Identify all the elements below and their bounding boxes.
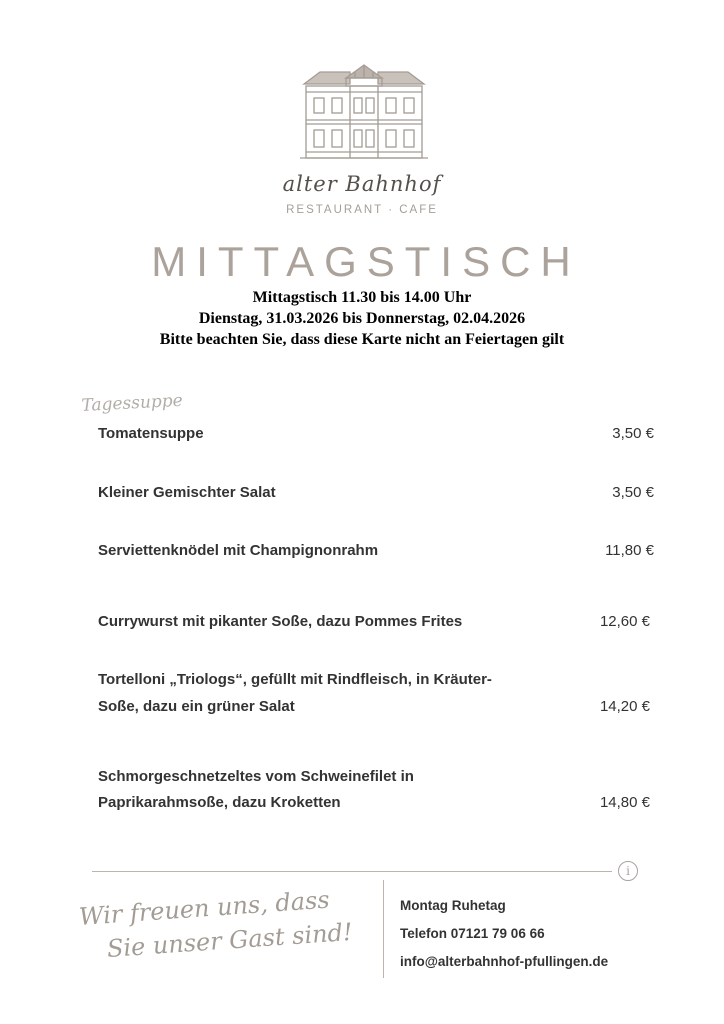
footer-divider-line [92,871,612,872]
menu-item-name: Kleiner Gemischter Salat [98,484,276,501]
slogan-line-1: Wir freuen uns, dass [78,885,331,931]
footer-vertical-divider [383,880,384,978]
building-icon [300,62,428,162]
info-holiday-note: Bitte beachten Sie, dass diese Karte nicht an Feiertagen gilt [159,331,565,348]
menu-item-price: 14,20 € [599,698,650,715]
email-address: info@alterbahnhof-pfullingen.de [400,954,609,969]
info-hours: Mittagstisch 11.30 bis 14.00 Uhr [252,289,472,306]
menu-item-price: 11,80 € [605,542,654,559]
menu-item-name: Currywurst mit pikanter Soße, dazu Pommes Frites [98,613,463,630]
closed-day: Montag Ruhetag [400,898,506,913]
brand-subtitle: RESTAURANT · CAFE [286,204,438,216]
info-dates: Dienstag, 31.03.2026 bis Donnerstag, 02.04.2026 [198,310,526,327]
phone-number: Telefon 07121 79 06 66 [400,926,545,941]
menu-item-name-continued: Paprikarahmsoße, dazu Kroketten [98,794,341,811]
menu-item-name: Schmorgeschnetzeltes vom Schweinefilet in [98,768,414,785]
menu-item-price: 12,60 € [599,613,650,630]
menu-item-name: Serviettenknödel mit Champignonrahm [98,542,379,559]
brand-name: alter Bahnhof [282,172,442,196]
info-icon: i [618,861,638,881]
menu-item-name: Tortelloni „Triologs“, gefüllt mit Rindfleisch, in Kräuter- [98,671,492,688]
menu-item-name: Tomatensuppe [98,425,204,442]
page-title: MITTAGSTISCH [151,238,581,285]
slogan-line-2: Sie unser Gast sind! [106,917,354,963]
menu-item-price: 14,80 € [599,794,650,811]
section-label-soup: Tagessuppe [80,390,184,416]
menu-item-name-continued: Soße, dazu ein grüner Salat [98,698,295,715]
menu-item-price: 3,50 € [612,484,654,501]
menu-item-price: 3,50 € [612,425,654,442]
